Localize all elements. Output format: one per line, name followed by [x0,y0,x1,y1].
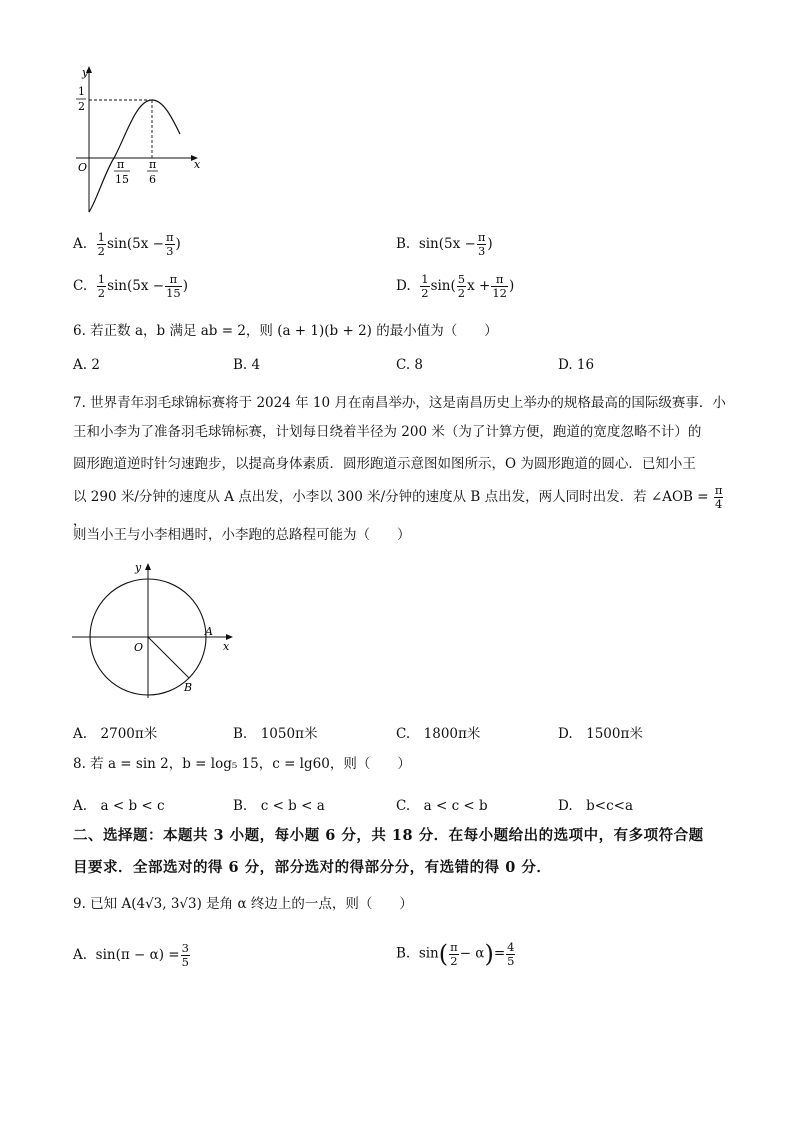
q7-option-b[interactable]: B. 1050π米 [233,726,318,742]
q9-b-eq: = [493,945,506,962]
x-tick2-den: 6 [149,173,156,186]
q9-option-a-label: A. [73,947,88,963]
q5-c-frac: $\frac{\pi}{15}$ [166,272,181,300]
q6-option-a[interactable]: A. 2 [73,357,100,373]
y-tick-den: 2 [78,100,85,113]
q5-c-coef: $\frac{1}{2}$ [97,272,106,300]
x-tick1-den: 15 [115,173,129,186]
q9-a-pre: sin(π − α) = [95,947,180,963]
q7-line-1: 7. 世界青年羽毛球锦标赛将于 2024 年 10 月在南昌举办，这是南昌历史上举办的规格最高的国际级赛事．小 [73,395,726,411]
q5-c-pre: sin(5x − [107,278,165,294]
q5-d-frac1: $\frac{5}{2}$ [457,272,466,300]
q5-d-pre: sin( [430,278,456,294]
q7-line-5: 则当小王与小李相遇时，小李跑的总路程可能为（ ） [73,527,411,543]
q6-stem: 6. 若正数 a，b 满足 ab = 2，则 (a + 1)(b + 2) 的最小值为（ ） [73,323,498,339]
q5-b-pre: sin(5x − [418,236,476,252]
q5-d-mid: x + [467,278,491,294]
q9-b-pre: sin [418,945,439,962]
q9-option-b[interactable] [396,940,516,968]
q5-option-c[interactable] [73,273,188,300]
q5-option-b[interactable] [396,231,493,258]
section-2-heading-line-1: 二、选择题：本题共 3 小题，每小题 6 分，共 18 分．在每小题给出的选项中，有多项符合题 [73,827,704,844]
q8-option-b[interactable]: B. c < b < a [233,798,325,814]
q5-option-a[interactable] [73,231,181,258]
q5-option-d-label: D. [396,278,411,294]
q7-line-2: 王和小李为了准备羽毛球锦标赛，计划每日绕着半径为 200 米（为了计算方便，跑道的宽度忽略不计）的 [73,424,702,440]
q5-d-post: ) [508,278,515,294]
q9-b-rparen: ) [484,940,494,968]
q6-option-d[interactable]: D. 16 [558,357,595,373]
circle-track-diagram [68,558,238,703]
q9-option-a[interactable] [73,942,191,969]
x-axis-label: x [223,640,230,653]
q7-line-4 [73,484,733,531]
y-axis-label: y [82,66,89,79]
sine-curve [89,100,180,212]
q8-option-a[interactable]: A. a < b < c [73,798,165,814]
origin-label: O [78,161,88,174]
q6-option-c[interactable]: C. 8 [396,357,424,373]
q8-stem: 8. 若 a = sin 2，b = log₅ 15，c = lg60，则（ ） [73,756,411,772]
q7-angle-frac: $\frac{\pi}{4}$ [714,483,723,511]
q5-d-coef: $\frac{1}{2}$ [421,272,429,300]
q7-line-4-post: ， [73,513,87,529]
q8-option-c[interactable]: C. a < c < b [396,798,488,814]
q5-a-coef: $\frac{1}{2}$ [97,230,105,258]
q9-b-lparen: ( [438,940,449,968]
q7-option-d[interactable]: D. 1500π米 [558,726,643,742]
x-tick2-num: π [149,158,157,171]
point-a-label: A [205,625,213,638]
q5-a-post: ) [175,236,181,252]
x-tick1-num: π [117,158,125,171]
q9-stem: 9. 已知 A(4√3, 3√3) 是角 α 终边上的一点，则（ ） [73,896,413,912]
q7-option-a[interactable]: A. 2700π米 [73,726,158,742]
x-axis-label: x [194,158,201,171]
point-b-label: B [184,681,193,694]
q9-b-frac: $\frac{4}{5}$ [507,939,515,968]
q9-b-inner-post: − α [459,945,485,962]
q7-line-3: 圆形跑道逆时针匀速跑步，以提高身体素质．圆形跑道示意图如图所示，O 为圆形跑道的圆心．已知小王 [73,456,696,472]
q5-c-post: ) [182,278,188,294]
origin-label: O [134,641,144,654]
section-2-heading-line-2: 目要求．全部选对的得 6 分，部分选对的得部分分，有选错的得 0 分． [73,859,552,876]
q5-b-post: ) [487,236,493,252]
y-tick-num: 1 [78,85,85,98]
q5-option-d[interactable] [396,273,514,300]
q5-option-c-label: C. [73,278,88,294]
y-axis-label: y [135,561,142,574]
y-axis-arrow [145,563,151,570]
q6-option-b[interactable]: B. 4 [233,357,261,373]
sine-graph [70,62,210,222]
q7-option-c[interactable]: C. 1800π米 [396,726,481,742]
q5-d-frac2: $\frac{\pi}{12}$ [492,272,507,300]
q5-option-a-label: A. [73,236,88,252]
q7-line-4-text: 以 290 米/分钟的速度从 A 点出发，小李以 300 米/分钟的速度从 B 点出发，两人同时出发．若 ∠AOB = [73,489,709,505]
q9-a-frac: $\frac{3}{5}$ [181,941,189,969]
q5-b-frac: $\frac{\pi}{3}$ [477,230,486,258]
q5-a-frac: $\frac{\pi}{3}$ [165,230,174,258]
q5-a-pre: sin(5x − [106,236,164,252]
radius-ob [148,637,189,678]
q8-option-d[interactable]: D. b<c<a [558,798,634,814]
q5-option-b-label: B. [396,236,411,252]
q9-b-inner-frac: $\frac{\pi}{2}$ [450,939,458,968]
q9-option-b-label: B. [396,945,411,962]
